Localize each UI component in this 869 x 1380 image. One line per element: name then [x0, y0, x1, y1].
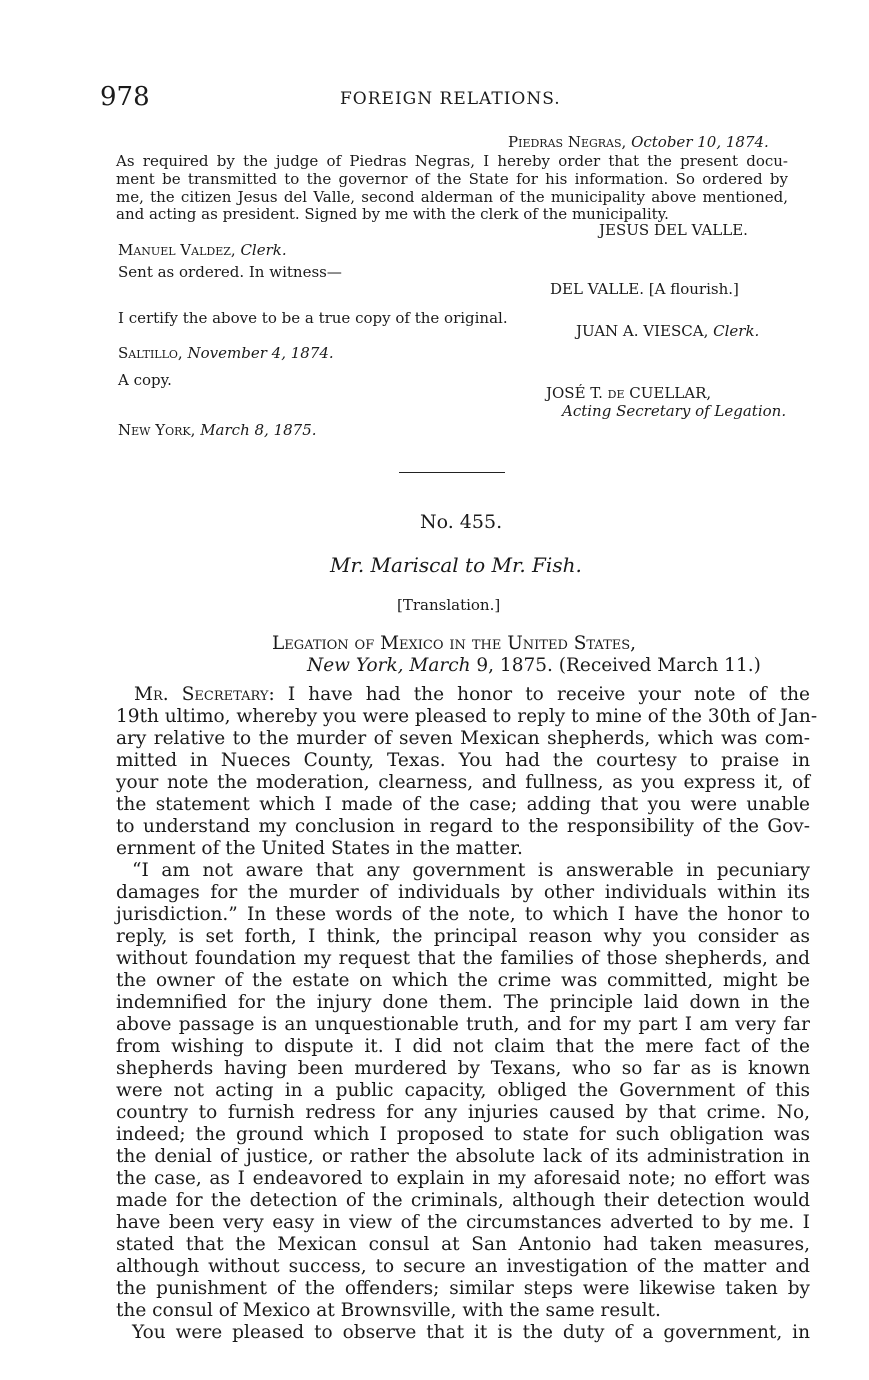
cuellar-title: Acting Secretary of Legation.: [562, 402, 787, 420]
dateline-place: Piedras Negras,: [508, 133, 627, 151]
body-line: to understand my conclusion in regard to the responsibility of the Gov-: [116, 816, 810, 837]
certification-line: I certify the above to be a true copy of the original.: [118, 309, 508, 327]
saltillo-dateline: [118, 344, 334, 363]
body-line: the punishment of the offenders; similar steps were likewise taken by: [116, 1278, 810, 1299]
document-title: Mr. Mariscal to Mr. Fish.: [330, 553, 582, 577]
copy-label: A copy.: [118, 371, 172, 389]
body-line: the denial of justice, or rather the absolute lack of its administration in: [116, 1146, 810, 1167]
viesca-name: JUAN A. VIESCA,: [576, 322, 709, 340]
viesca-title: Clerk.: [713, 322, 760, 340]
enclosure-dateline: [508, 133, 769, 152]
letter-date-italic: New York, March: [307, 655, 471, 676]
cuellar-name-b: CUELLAR,: [624, 384, 712, 402]
body-line: your note the moderation, clearness, and fullness, as you express it, of: [116, 772, 810, 793]
body-line: damages for the murder of individuals by other individuals within its: [116, 882, 810, 903]
order-line: ment be transmitted to the governor of the State for his information. So ordered by: [116, 170, 788, 188]
translation-note: [Translation.]: [397, 596, 501, 614]
body-line: although without success, to secure an investigation of the matter and: [116, 1256, 810, 1277]
body-line: the owner of the estate on which the crime was committed, might be: [116, 970, 810, 991]
body-line: shepherds having been murdered by Texans, who so far as is known: [116, 1058, 810, 1079]
body-line: reply, is set forth, I think, the principal reason why you consider as: [116, 926, 810, 947]
body-line: “I am not aware that any government is answerable in pecuniary: [132, 860, 810, 881]
clerk-title: Clerk.: [240, 241, 287, 259]
ny-date: March 8, 1875.: [200, 421, 317, 439]
order-line: me, the citizen Jesus del Valle, second alderman of the municipality above mentioned,: [116, 188, 788, 206]
ny-place: New York,: [118, 421, 196, 439]
body-line-first: [134, 684, 810, 705]
saltillo-place: Saltillo,: [118, 344, 183, 362]
clerk-name: Manuel Valdez,: [118, 241, 236, 259]
body-line: ernment of the United States in the matter.: [116, 838, 523, 859]
body-line: You were pleased to observe that it is the duty of a government, in: [132, 1322, 810, 1343]
signature-jesus-del-valle: JESUS DEL VALLE.: [599, 221, 748, 239]
body-line: I have had the honor to receive your note of the: [287, 684, 811, 705]
body-line: indeed; the ground which I proposed to state for such obligation was: [116, 1124, 810, 1145]
salutation: Mr. Secretary:: [134, 684, 275, 705]
body-line: the case, as I endeavored to explain in my aforesaid note; no effort was: [116, 1168, 810, 1189]
body-line: made for the detection of the criminals, although their detection would: [116, 1190, 810, 1211]
saltillo-date: November 4, 1874.: [187, 344, 334, 362]
new-york-dateline: [118, 421, 317, 440]
cuellar-name-de: de: [607, 384, 625, 402]
dateline-date: October 10, 1874.: [631, 133, 769, 151]
page-number: 978: [100, 82, 150, 112]
body-line: indemnified for the injury done them. The principle laid down in the: [116, 992, 810, 1013]
body-line: the statement which I made of the case; adding that you were unable: [116, 794, 810, 815]
body-line: were not acting in a public capacity, obliged the Government of this: [116, 1080, 810, 1101]
body-line: above passage is an unquestionable truth, and for my part I am very far: [116, 1014, 810, 1035]
body-line: have been very easy in view of the circumstances adverted to by me. I: [116, 1212, 810, 1233]
signature-del-valle: DEL VALLE. [A flourish.]: [550, 280, 739, 298]
section-divider: [399, 472, 505, 473]
order-line: and acting as president. Signed by me with the clerk of the municipality.: [116, 205, 669, 223]
cuellar-name-a: JOSÉ T.: [546, 384, 608, 402]
body-line: jurisdiction.” In these words of the note, to which I have the honor to: [116, 904, 810, 925]
clerk-signature: [118, 241, 287, 260]
signature-cuellar: [546, 384, 711, 403]
document-number: No. 455.: [420, 511, 503, 533]
body-line: mitted in Nueces County, Texas. You had the courtesy to praise in: [116, 750, 810, 771]
legation-heading: Legation of Mexico in the United States,: [272, 633, 637, 654]
body-line: ary relative to the murder of seven Mexican shepherds, which was com-: [116, 728, 810, 749]
body-line: the consul of Mexico at Brownsville, with the same result.: [116, 1300, 661, 1321]
body-line: stated that the Mexican consul at San Antonio had taken measures,: [116, 1234, 810, 1255]
letter-date-rest: 9, 1875. (Received March 11.): [470, 655, 761, 676]
sent-as-ordered: Sent as ordered. In witness—: [118, 263, 342, 281]
body-line: from wishing to dispute it. I did not claim that the mere fact of the: [116, 1036, 810, 1057]
body-line: country to furnish redress for any injuries caused by that crime. No,: [116, 1102, 810, 1123]
running-title: FOREIGN RELATIONS.: [340, 89, 561, 109]
letter-dateline: [307, 655, 761, 676]
order-line: As required by the judge of Piedras Negras, I hereby order that the present docu-: [116, 152, 788, 170]
body-line: without foundation my request that the families of those shepherds, and: [116, 948, 810, 969]
signature-viesca: [576, 322, 759, 341]
body-line: 19th ultimo, whereby you were pleased to reply to mine of the 30th of Jan-: [116, 706, 818, 727]
